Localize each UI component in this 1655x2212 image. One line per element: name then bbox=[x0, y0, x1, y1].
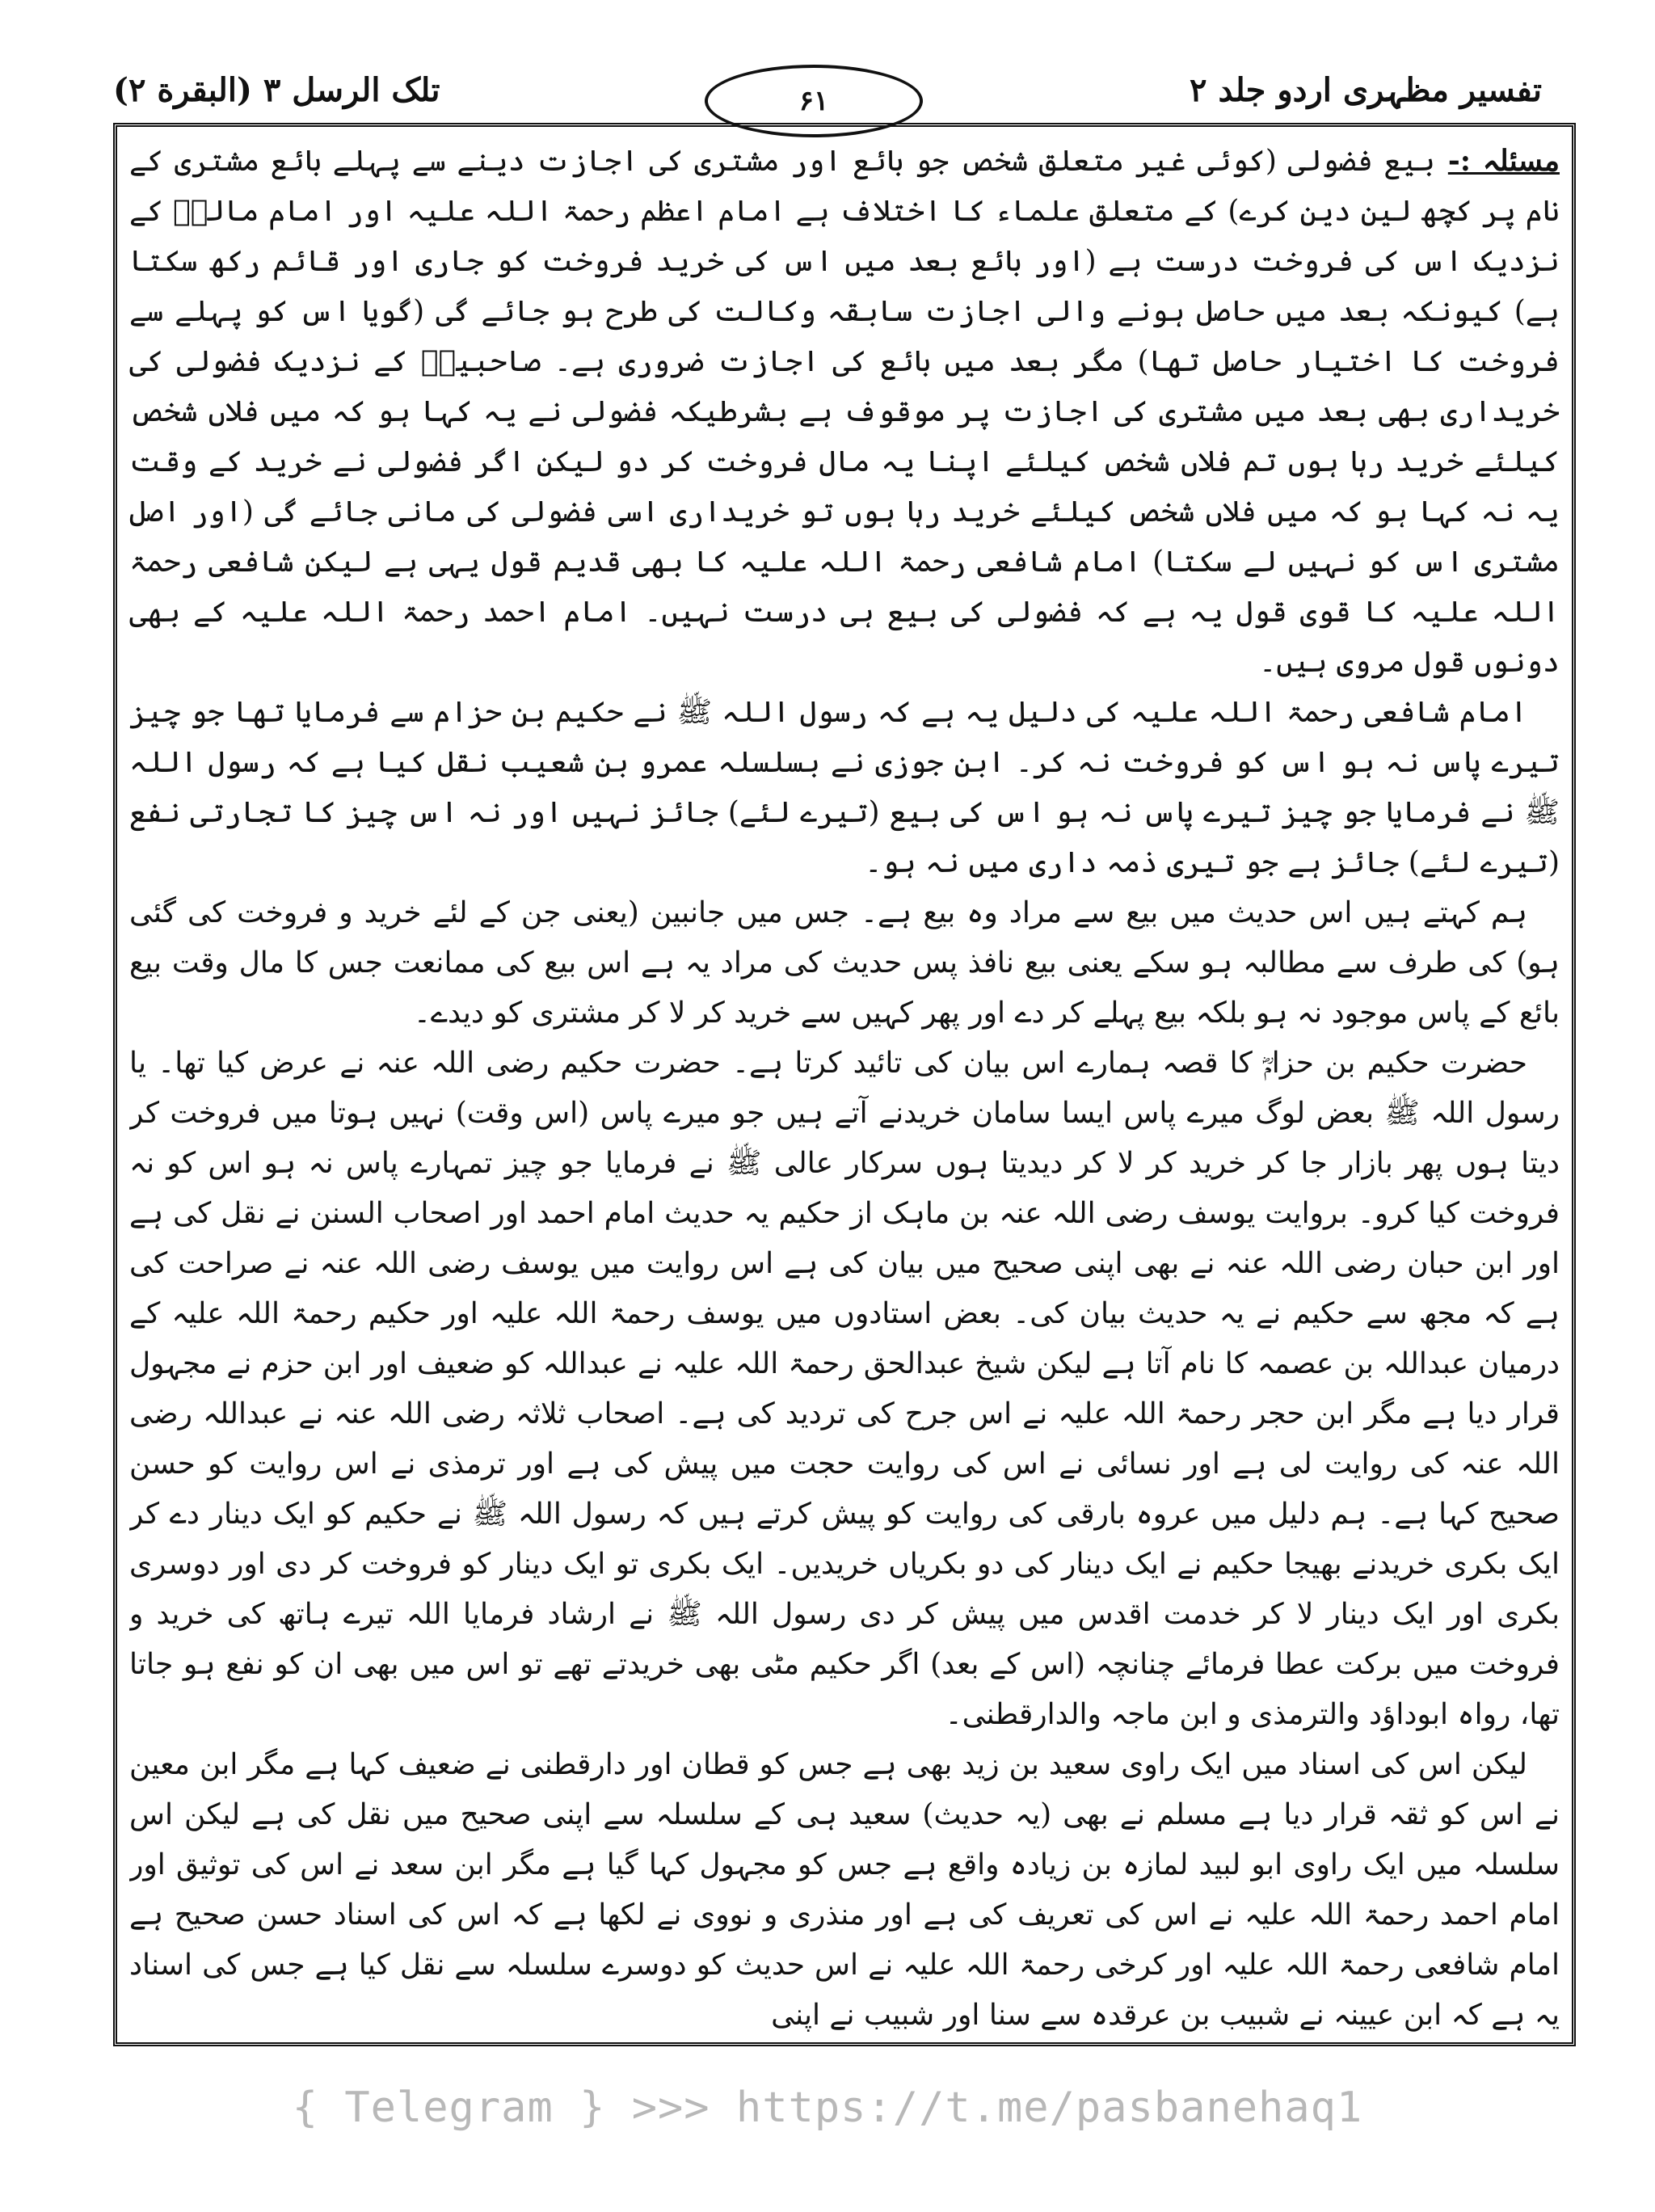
paragraph: امام شافعی رحمۃ اللہ علیہ کی دلیل یہ ہے کہ رسول اللہ ﷺ نے حکیم بن حزام سے فرمایا تھا جو چیز تیرے پاس نہ ہو اس کو فروخت نہ کر۔ ابن جوزی نے بسلسلہ عمرو بن شعیب نقل کیا ہے کہ رسول اللہ ﷺ نے فرمایا جو چیز تیرے پاس نہ ہو اس کی بیع (تیرے لئے) جائز نہیں اور نہ اس چیز کا تجارتی نفع (تیرے لئے) جائز ہے جو تیری ذمہ داری میں نہ ہو۔ bbox=[129, 696, 1560, 879]
paragraph: حضرت حکیم بن حزامؓ کا قصہ ہمارے اس بیان کی تائید کرتا ہے۔ حضرت حکیم رضی اللہ عنہ نے عرض کیا تھا۔ یا رسول اللہ ﷺ بعض لوگ میرے پاس ایسا سامان خریدنے آتے ہیں جو میرے پاس (اس وقت) نہیں ہوتا میں فروخت کر دیتا ہوں پھر بازار جا کر خرید کر لا کر دیدیتا ہوں سرکار عالی ﷺ نے فرمایا جو چیز تمہارے پاس نہ ہو اس کو نہ فروخت کیا کرو۔ بروایت یوسف رضی اللہ عنہ بن ماہک از حکیم یہ حدیث امام احمد اور اصحاب السنن نے نقل کی ہے اور ابن حبان رضی اللہ عنہ نے بھی اپنی صحیح میں بیان کی ہے اس روایت میں یوسف رضی اللہ عنہ نے صراحت کی ہے کہ مجھ سے حکیم نے یہ حدیث بیان کی۔ بعض استادوں میں یوسف رحمۃ اللہ علیہ اور حکیم رحمۃ اللہ علیہ کے درمیان عبداللہ بن عصمہ کا نام آتا ہے لیکن شیخ عبدالحق رحمۃ اللہ علیہ نے عبداللہ کو ضعیف اور ابن حزم نے مجہول قرار دیا ہے مگر ابن حجر رحمۃ اللہ علیہ نے اس جرح کی تردید کی ہے۔ اصحاب ثلاثہ رضی اللہ عنہ نے عبداللہ رضی اللہ عنہ کی روایت لی ہے اور نسائی نے اس کی روایت حجت میں پیش کی ہے اور ترمذی نے اس روایت کو حسن صحیح کہا ہے۔ ہم دلیل میں عروہ بارقی کی روایت کو پیش کرتے ہیں کہ رسول اللہ ﷺ نے حکیم کو ایک دینار دے کر ایک بکری خریدنے بھیجا حکیم نے ایک دینار کی دو بکریاں خریدیں۔ ایک بکری تو ایک دینار کو فروخت کر دی اور دوسری بکری اور ایک دینار لا کر خدمت اقدس میں پیش کر دی رسول اللہ ﷺ نے ارشاد فرمایا اللہ تیرے ہاتھ کی خرید و فروخت میں برکت عطا فرمائے چنانچہ (اس کے بعد) اگر حکیم مٹی بھی خریدتے تھے تو اس میں بھی ان کو نفع ہو جاتا تھا، رواہ ابوداؤد والترمذی و ابن ماجہ والدارقطنی۔ bbox=[129, 1047, 1560, 1731]
paragraph-text: بیع فضولی (کوئی غیر متعلق شخص جو بائع اور مشتری کی اجازت دینے سے پہلے بائع مشتری کے نام پر کچھ لین دین کرے) کے متعلق علماء کا اختلاف ہے امام اعظم رحمۃ اللہ علیہ اور امام مالکؒ کے نزدیک اس کی فروخت درست ہے (اور بائع بعد میں اس کی خرید فروخت کو جاری اور قائم رکھ سکتا ہے) کیونکہ بعد میں حاصل ہونے والی اجازت سابقہ وکالت کی طرح ہو جائے گی (گویا اس کو پہلے سے فروخت کا اختیار حاصل تھا) مگر بعد میں بائع کی اجازت ضروری ہے۔ صاحبینؒ کے نزدیک فضولی کی خریداری بھی بعد میں مشتری کی اجازت پر موقوف ہے بشرطیکہ فضولی نے یہ کہا ہو کہ میں فلاں شخص کیلئے خرید رہا ہوں تم فلاں شخص کیلئے اپنا یہ مال فروخت کر دو لیکن اگر فضولی نے خرید کے وقت یہ نہ کہا ہو کہ میں فلاں شخص کیلئے خرید رہا ہوں تو خریداری اسی فضولی کی مانی جائے گی (اور اصل مشتری اس کو نہیں لے سکتا) امام شافعی رحمۃ اللہ علیہ کا بھی قدیم قول یہی ہے لیکن شافعی رحمۃ اللہ علیہ کا قوی قول یہ ہے کہ فضولی کی بیع ہی درست نہیں۔ امام احمد رحمۃ اللہ علیہ کے بھی دونوں قول مروی ہیں۔ bbox=[129, 145, 1560, 679]
header-book-title: تفسیر مظہری اردو جلد ۲ bbox=[1190, 71, 1542, 109]
page-number: ۶۱ bbox=[798, 85, 829, 117]
watermark-footer: { Telegram } >>> https://t.me/pasbanehaq1 bbox=[292, 2083, 1363, 2132]
masala-heading: مسئلہ :- bbox=[1447, 144, 1560, 178]
paragraph-masala bbox=[129, 136, 1560, 688]
paragraph: ہم کہتے ہیں اس حدیث میں بیع سے مراد وہ بیع ہے۔ جس میں جانبین (یعنی جن کے لئے خرید و فروخت کی گئی ہو) کی طرف سے مطالبہ ہو سکے یعنی بیع نافذ پس حدیث کی مراد یہ ہے اس بیع کی ممانعت جس کا مال وقت بیع بائع کے پاس موجود نہ ہو بلکہ بیع پہلے کر دے اور پھر کہیں سے خرید کر لا کر مشتری کو دیدے۔ bbox=[129, 896, 1560, 1030]
paragraph: لیکن اس کی اسناد میں ایک راوی سعید بن زید بھی ہے جس کو قطان اور دارقطنی نے ضعیف کہا ہے مگر ابن معین نے اس کو ثقہ قرار دیا ہے مسلم نے بھی (یہ حدیث) سعید ہی کے سلسلہ سے اپنی صحیح میں نقل کی ہے لیکن اس سلسلہ میں ایک راوی ابو لبید لمازہ بن زیادہ واقع ہے جس کو مجہول کہا گیا ہے مگر ابن سعد نے اس کی توثیق اور امام احمد رحمۃ اللہ علیہ نے اس کی تعریف کی ہے اور منذری و نووی نے لکھا ہے کہ اس کی اسناد حسن صحیح ہے امام شافعی رحمۃ اللہ علیہ اور کرخی رحمۃ اللہ علیہ نے اس حدیث کو دوسرے سلسلہ سے نقل کیا ہے جس کی اسناد یہ ہے کہ ابن عیینہ نے شبیب بن عرقدہ سے سنا اور شبیب نے اپنی bbox=[129, 1748, 1560, 2032]
header-surah-title: تلک الرسل ۳ (البقرة ۲) bbox=[113, 71, 440, 109]
body-text bbox=[129, 136, 1560, 2035]
